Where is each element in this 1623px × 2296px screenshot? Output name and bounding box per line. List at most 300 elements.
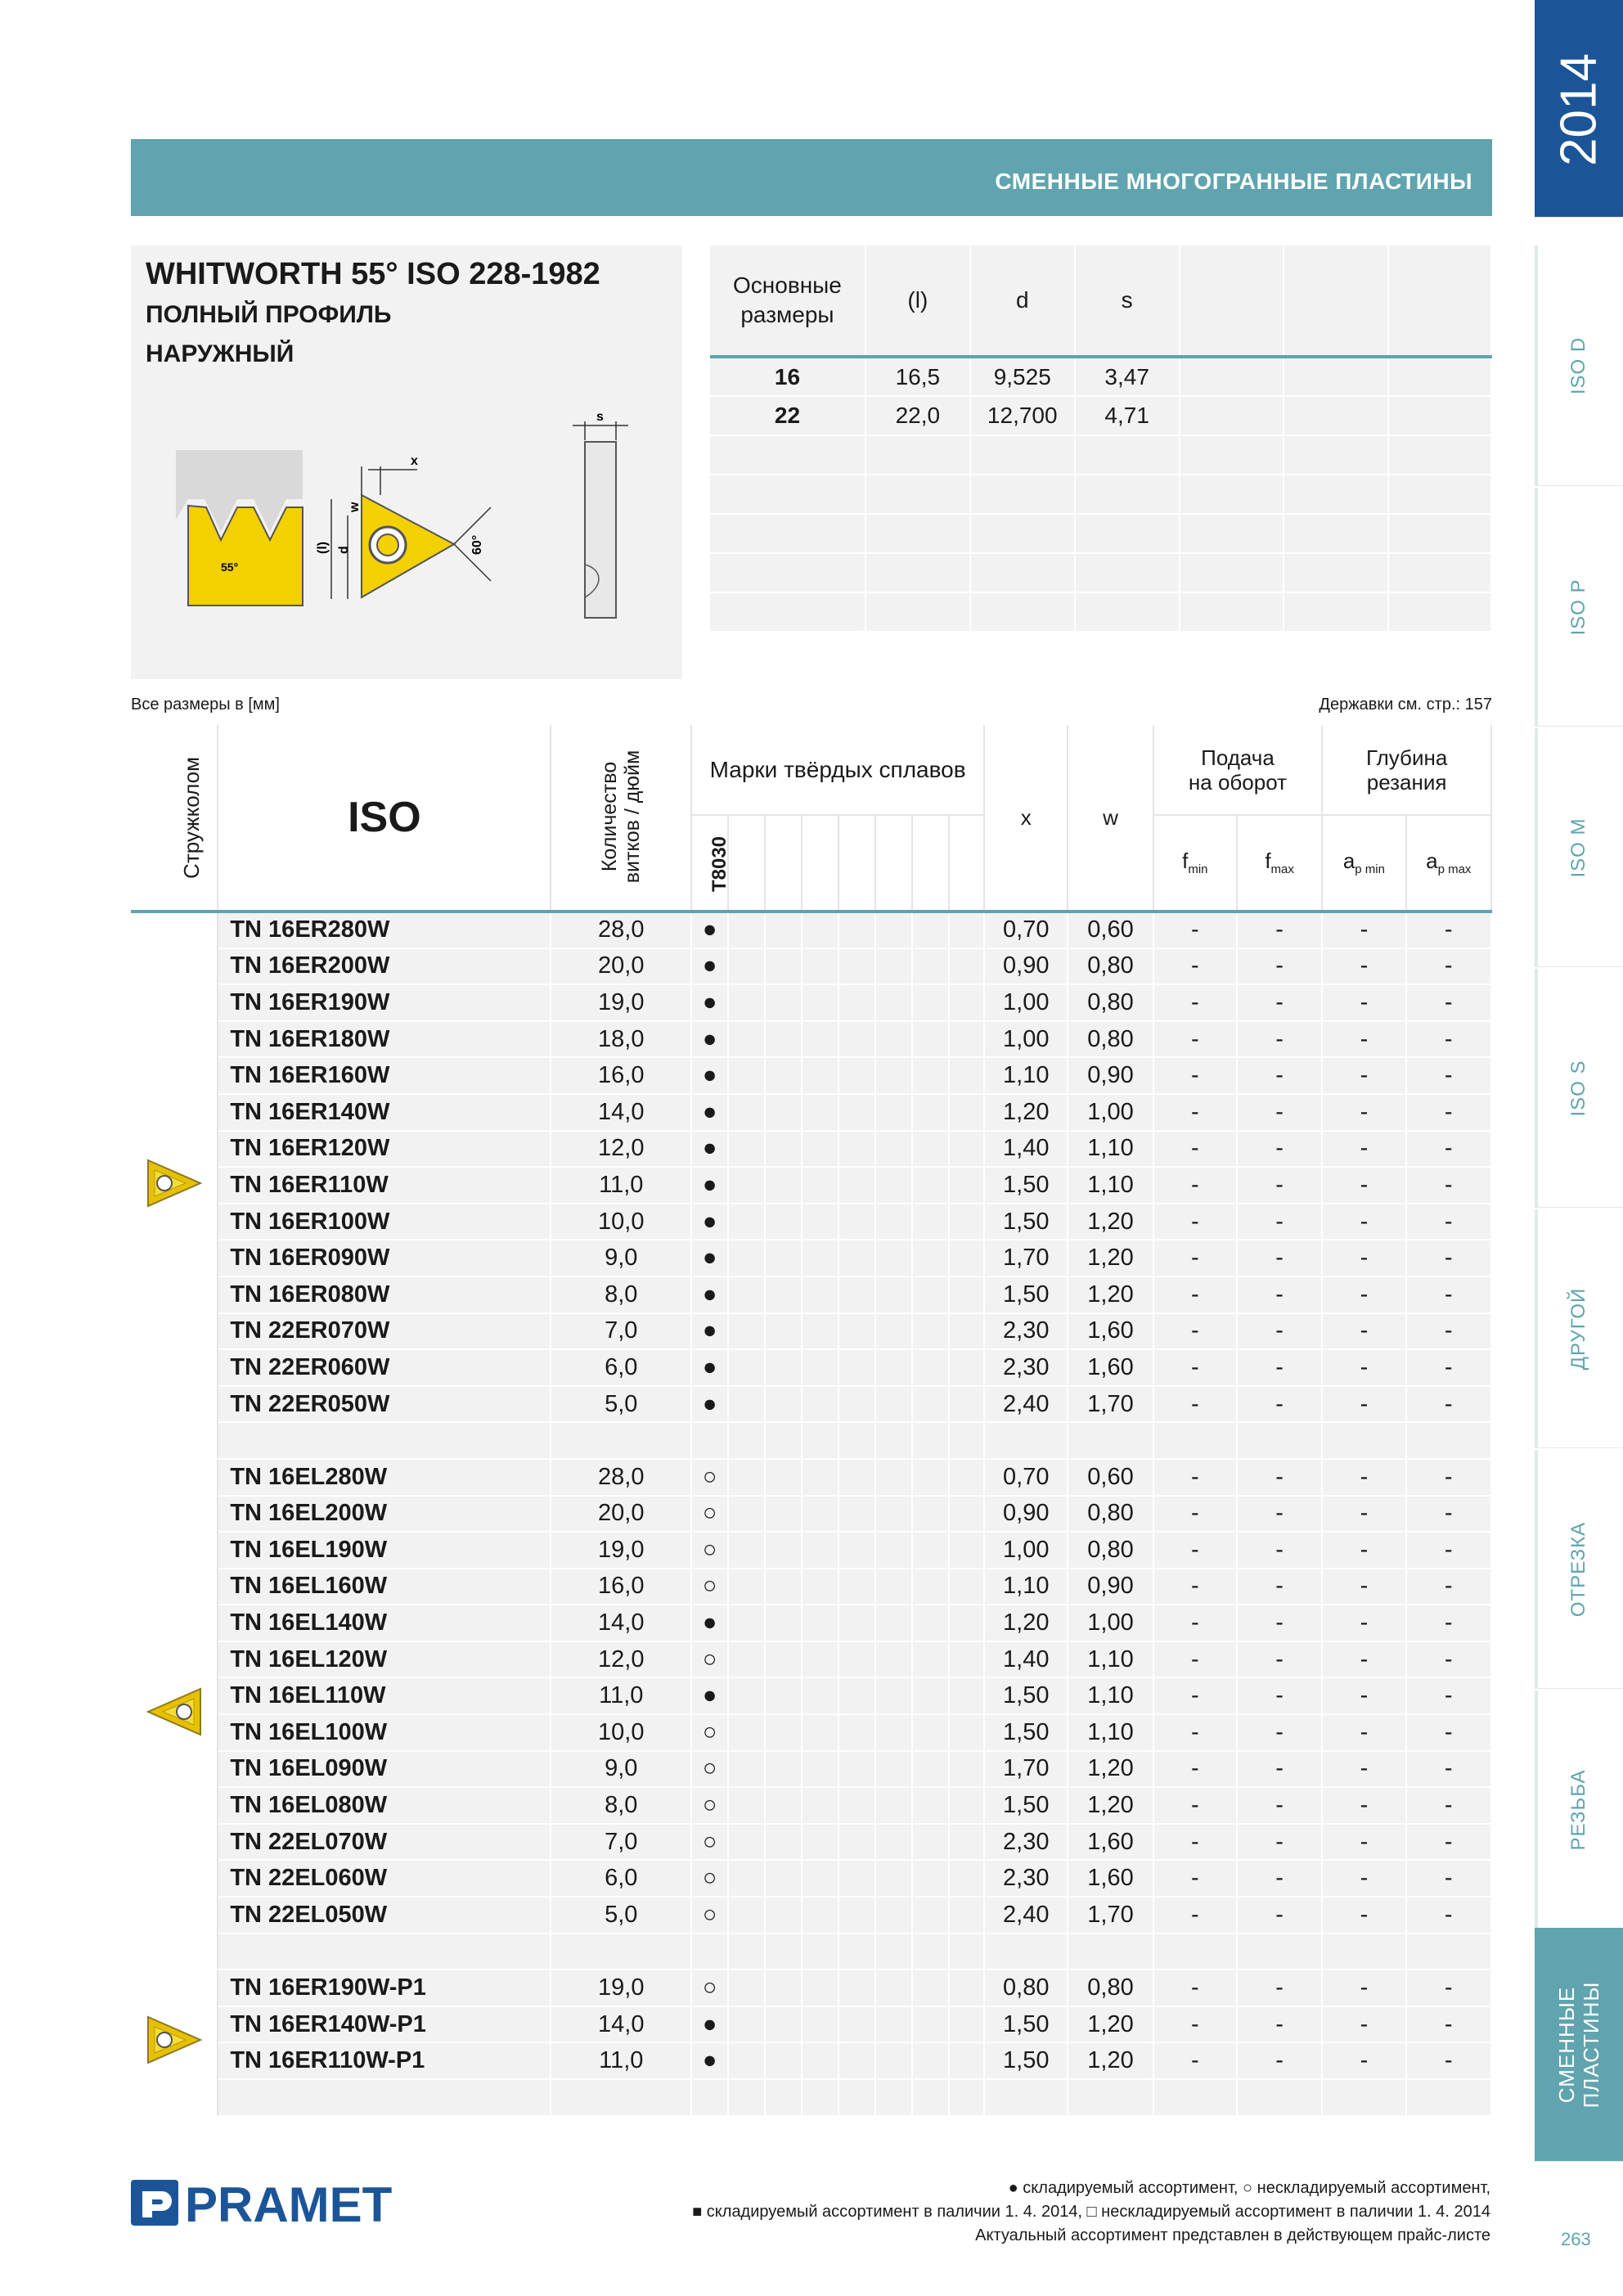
w-cell: 1,20 [1068,1204,1153,1240]
grade-empty-cell [949,1094,984,1131]
grade-empty-cell [728,1459,765,1496]
dimension-header-row [710,245,1491,357]
grade-empty-cell [949,1313,984,1350]
tab-threading[interactable] [1535,1690,1623,1929]
x-cell: 0,70 [984,1459,1068,1496]
tpi-cell: 9,0 [551,1240,691,1276]
fmax-cell: - [1237,1057,1322,1094]
grade-t8030-cell: ● [691,1605,728,1641]
tab-iso-m[interactable] [1535,728,1623,967]
grade-empty-cell [802,1313,838,1350]
grade-empty-cell [949,1204,984,1240]
grade-empty-cell [765,1714,802,1751]
grade-empty-cell [728,1897,765,1934]
grade-empty-cell [912,1897,949,1934]
d-cell: 12,700 [970,396,1075,435]
dimension-row-empty [710,553,1491,592]
fmax-cell: - [1237,1714,1322,1751]
thread-profile-shape [188,506,303,606]
table-row [131,984,1491,1021]
grade-empty-cell [875,1751,912,1788]
grade-t8030-cell: ● [691,984,728,1021]
header-empty [1284,245,1388,357]
iso-code[interactable]: TN 16ER280W [218,912,551,948]
apmax-cell: - [1406,1131,1491,1168]
grade-empty-cell [802,1677,838,1714]
grade-t8030-cell: ● [691,912,728,948]
fmin-cell: - [1153,948,1237,985]
tab-other[interactable] [1535,1209,1623,1448]
grade-empty-cell [765,1349,802,1386]
grade-empty-cell [802,2006,838,2043]
w-cell: 0,80 [1068,948,1153,985]
grade-empty-cell [912,1459,949,1496]
iso-code[interactable]: TN 16ER110W [218,1167,551,1204]
tab-label-line1: СМЕННЫЕ [1554,1986,1579,2104]
grade-empty-cell [875,1094,912,1131]
grade-t8030-cell: ○ [691,1641,728,1678]
grade-empty-cell [838,1787,875,1824]
iso-code[interactable]: TN 16EL100W [218,1714,551,1751]
tab-inserts-active[interactable] [1535,1928,1623,2162]
tpi-cell: 9,0 [551,1751,691,1788]
grade-empty-cell [912,948,949,985]
dim-label-l: (l) [316,541,330,554]
iso-code[interactable]: TN 16EL200W [218,1496,551,1533]
iso-code[interactable]: TN 22EL060W [218,1860,551,1897]
iso-code[interactable]: TN 16EL160W [218,1569,551,1605]
apmin-cell: - [1322,2042,1405,2079]
iso-code[interactable]: TN 16ER080W [218,1276,551,1313]
grade-empty-cell [875,1240,912,1276]
header-grade-empty [949,815,984,912]
tab-divider [1535,728,1538,966]
spacer-cell [912,1934,949,1970]
apmax-cell: - [1406,1204,1491,1240]
iso-code[interactable]: TN 16ER190W-P1 [218,1970,551,2006]
apmax-cell: - [1406,2042,1491,2079]
grade-empty-cell [912,1131,949,1168]
insert-chipbreaker-icon [142,1682,207,1740]
insert-profile-drawing [172,409,671,655]
header-sub: min [1188,862,1208,877]
header-iso: ISO [218,725,551,912]
grade-empty-cell [875,2042,912,2079]
w-cell: 0,60 [1068,912,1153,948]
x-cell: 1,50 [984,1714,1068,1751]
dimension-row [710,396,1491,435]
grade-empty-cell [765,1167,802,1204]
x-cell: 1,50 [984,1787,1068,1824]
tab-iso-p[interactable] [1535,488,1623,727]
tab-iso-s[interactable] [1535,969,1623,1208]
fmax-cell: - [1237,1459,1322,1496]
iso-code[interactable]: TN 16ER140W-P1 [218,2006,551,2043]
grade-empty-cell [949,1021,984,1058]
dimension-row-empty [710,514,1491,553]
apmin-cell: - [1322,912,1405,948]
grade-empty-cell [875,1131,912,1168]
empty-cell [1388,357,1491,396]
w-cell: 0,80 [1068,1970,1153,2006]
table-row [131,1787,1491,1824]
iso-code[interactable]: TN 22ER060W [218,1349,551,1386]
header-line: резания [1366,769,1447,795]
iso-code[interactable]: TN 16ER160W [218,1057,551,1094]
spacer-cell [949,1422,984,1459]
apmax-cell: - [1406,984,1491,1021]
apmin-cell: - [1322,1459,1405,1496]
fmin-cell: - [1153,1714,1237,1751]
fmax-cell: - [1237,1386,1322,1423]
tab-divider [1535,1690,1538,1929]
fmax-cell: - [1237,1677,1322,1714]
grade-empty-cell [838,1677,875,1714]
grade-empty-cell [802,1349,838,1386]
grade-empty-cell [912,1569,949,1605]
chipbreaker-image-cell [131,1970,218,2115]
tpi-cell: 11,0 [551,1167,691,1204]
w-cell: 1,10 [1068,1714,1153,1751]
grade-empty-cell [949,1751,984,1788]
insert-hole-inner-shape [377,534,398,556]
apmin-cell: - [1322,1824,1405,1861]
iso-code[interactable]: TN 16ER180W [218,1021,551,1058]
grade-t8030-cell: ● [691,1677,728,1714]
grade-empty-cell [875,984,912,1021]
w-cell: 1,20 [1068,1787,1153,1824]
apmin-cell: - [1322,1021,1405,1058]
header-fmin [1153,815,1237,912]
grade-empty-cell [765,1386,802,1423]
size-cell: 22 [710,396,865,435]
tpi-cell: 14,0 [551,1094,691,1131]
w-cell: 1,10 [1068,1131,1153,1168]
grade-empty-cell [802,1167,838,1204]
header-sub: max [1270,862,1294,877]
grade-empty-cell [838,1131,875,1168]
spacer-cell [1153,1934,1237,1970]
iso-code[interactable]: TN 16EL080W [218,1787,551,1824]
grade-empty-cell [875,1021,912,1058]
iso-code[interactable]: TN 22ER070W [218,1313,551,1350]
w-cell: 1,00 [1068,1605,1153,1641]
grade-empty-cell [912,1641,949,1678]
apmax-cell: - [1406,1167,1491,1204]
spacer-cell [691,1422,728,1459]
table-row [131,1970,1491,2006]
iso-code[interactable]: TN 16ER200W [218,948,551,985]
fmin-cell: - [1153,1313,1237,1350]
holders-reference[interactable]: Державки см. стр.: 157 [1319,696,1492,714]
grade-t8030-cell: ● [691,1313,728,1350]
header-a: a [1426,849,1438,874]
product-title: WHITWORTH 55° ISO 228-1982 [146,257,600,291]
grade-empty-cell [838,948,875,985]
apmin-cell: - [1322,1641,1405,1678]
chipbreaker-image-cell [131,1459,218,1970]
apmin-cell: - [1322,1131,1405,1168]
grade-empty-cell [949,1569,984,1605]
x-cell: 1,20 [984,1094,1068,1131]
header-feed [1153,725,1323,815]
grade-empty-cell [949,1677,984,1714]
apmax-cell: - [1406,1021,1491,1058]
header-l: (l) [865,245,970,357]
apmin-cell: - [1322,1860,1405,1897]
grade-empty-cell [728,1313,765,1350]
header-grade-t8030 [691,815,731,912]
header-sub: p max [1437,862,1472,877]
table-row [131,1240,1491,1276]
table-row [131,1569,1491,1605]
apmax-cell: - [1406,1605,1491,1641]
apmin-cell: - [1322,1313,1405,1350]
grade-t8030-cell: ● [691,1204,728,1240]
fmax-cell: - [1237,2006,1322,2043]
w-cell: 0,60 [1068,1459,1153,1496]
x-cell: 2,40 [984,1386,1068,1423]
apmax-cell: - [1406,1714,1491,1751]
apmax-cell: - [1406,1569,1491,1605]
grade-empty-cell [802,1824,838,1861]
spacer-cell [1406,1934,1491,1970]
iso-code[interactable]: TN 22EL050W [218,1897,551,1934]
spacer-cell [984,2079,1068,2116]
fmin-cell: - [1153,1057,1237,1094]
apmin-cell: - [1322,1057,1405,1094]
apmin-cell: - [1322,1751,1405,1788]
w-cell: 1,20 [1068,1751,1153,1788]
grade-empty-cell [912,1496,949,1533]
grade-empty-cell [912,1751,949,1788]
header-grade-empty [875,815,912,912]
spacer-cell [1237,1934,1322,1970]
apmin-cell: - [1322,1970,1405,2006]
iso-code[interactable]: TN 16ER140W [218,1094,551,1131]
w-cell: 0,80 [1068,1496,1153,1533]
header-empty [1180,245,1284,357]
grade-empty-cell [838,1532,875,1569]
grade-empty-cell [765,1897,802,1934]
fmin-cell: - [1153,1970,1237,2006]
iso-code[interactable]: TN 16EL280W [218,1459,551,1496]
grade-t8030-cell: ○ [691,1860,728,1897]
spacer-cell [912,2079,949,2116]
grade-empty-cell [765,1057,802,1094]
header-line: на оборот [1188,769,1288,795]
spacer-cell [691,1934,728,1970]
apmax-cell: - [1406,912,1491,948]
w-cell: 1,70 [1068,1897,1153,1934]
tpi-cell: 11,0 [551,1677,691,1714]
iso-code[interactable]: TN 16EL120W [218,1641,551,1678]
iso-code[interactable]: TN 16ER090W [218,1240,551,1276]
iso-code[interactable]: TN 16EL140W [218,1605,551,1641]
empty-cell [1180,357,1284,396]
grade-empty-cell [875,1532,912,1569]
iso-code[interactable]: TN 16EL110W [218,1677,551,1714]
group-spacer-row [131,1422,1491,1459]
grade-empty-cell [838,1021,875,1058]
table-row [131,1459,1491,1496]
units-note: Все размеры в [мм] [131,696,280,714]
grade-empty-cell [875,948,912,985]
grade-empty-cell [765,1569,802,1605]
grade-empty-cell [912,1860,949,1897]
tab-label-line2: ПЛАСТИНЫ [1579,1981,1603,2109]
tpi-cell: 8,0 [551,1787,691,1824]
x-cell: 1,00 [984,1532,1068,1569]
s-cell: 4,71 [1075,396,1180,435]
grade-empty-cell [875,1204,912,1240]
grade-empty-cell [802,1240,838,1276]
legend-line: Актуальный ассортимент представлен в действующем прайс-листе [975,2226,1490,2244]
fmin-cell: - [1153,1021,1237,1058]
header-f: f [1265,849,1271,874]
spacer-cell [912,1422,949,1459]
x-cell: 2,30 [984,1313,1068,1350]
fmax-cell: - [1237,1349,1322,1386]
tab-label: ISO S [1567,1060,1589,1117]
grade-t8030-cell: ○ [691,1970,728,2006]
iso-code[interactable]: TN 16EL090W [218,1751,551,1788]
tpi-cell: 12,0 [551,1131,691,1168]
tab-year [1535,0,1623,218]
product-title-card [131,245,682,679]
grade-empty-cell [875,1860,912,1897]
grade-empty-cell [838,1641,875,1678]
spacer-cell [875,2079,912,2116]
fmin-cell: - [1153,1349,1237,1386]
grade-empty-cell [838,1751,875,1788]
grade-empty-cell [912,1824,949,1861]
grade-empty-cell [728,1386,765,1423]
fmax-cell: - [1237,1970,1322,2006]
dim-label-s: s [596,410,604,424]
grade-empty-cell [838,1714,875,1751]
apmax-cell: - [1406,1349,1491,1386]
grade-empty-cell [728,1714,765,1751]
iso-code[interactable]: TN 22ER050W [218,1386,551,1423]
apmax-cell: - [1406,1824,1491,1861]
w-cell: 1,60 [1068,1313,1153,1350]
grade-empty-cell [765,1824,802,1861]
grade-empty-cell [802,1787,838,1824]
table-row [131,2006,1491,2043]
spacer-cell [802,1934,838,1970]
l-cell: 16,5 [865,357,970,396]
grade-empty-cell [728,1532,765,1569]
spacer-cell [875,1422,912,1459]
grade-empty-cell [875,1057,912,1094]
empty-cell [1284,396,1388,435]
grade-empty-cell [875,1714,912,1751]
tpi-cell: 28,0 [551,1459,691,1496]
apmin-cell: - [1322,984,1405,1021]
grade-empty-cell [728,1605,765,1641]
tab-divider [1535,969,1538,1207]
tpi-cell: 28,0 [551,912,691,948]
grade-empty-cell [765,1094,802,1131]
tpi-cell: 16,0 [551,1569,691,1605]
iso-code[interactable]: TN 16ER110W-P1 [218,2042,551,2079]
tpi-cell: 14,0 [551,1605,691,1641]
iso-code[interactable]: TN 16ER100W [218,1204,551,1240]
grade-empty-cell [838,1240,875,1276]
grade-empty-cell [802,1021,838,1058]
grade-empty-cell [838,1860,875,1897]
header-grade-empty [838,815,875,912]
iso-code[interactable]: TN 22EL070W [218,1824,551,1861]
spacer-cell [1068,1422,1153,1459]
grade-empty-cell [765,912,802,948]
grade-empty-cell [765,1532,802,1569]
grade-t8030-cell: ○ [691,1824,728,1861]
s-cell: 3,47 [1075,357,1180,396]
legend-line: ● складируемый ассортимент, ○ нескладируемый ассортимент, [1008,2179,1490,2197]
apmax-cell: - [1406,1057,1491,1094]
table-row [131,1276,1491,1313]
tab-parting[interactable] [1535,1450,1623,1689]
grade-t8030-cell: ○ [691,1714,728,1751]
grade-empty-cell [949,1787,984,1824]
header-chipbreaker [131,725,218,912]
w-cell: 1,60 [1068,1860,1153,1897]
grade-empty-cell [875,1605,912,1641]
x-cell: 0,90 [984,1496,1068,1533]
iso-code[interactable]: TN 16ER190W [218,984,551,1021]
table-row [131,1824,1491,1861]
header-grade-text: T8030 [708,835,731,893]
spacer-cell [1406,2079,1491,2116]
fmin-cell: - [1153,912,1237,948]
apmax-cell: - [1406,1751,1491,1788]
grade-t8030-cell: ● [691,1386,728,1423]
empty-cell [1284,357,1388,396]
iso-code[interactable]: TN 16ER120W [218,1131,551,1168]
iso-code[interactable]: TN 16EL190W [218,1532,551,1569]
grade-empty-cell [728,984,765,1021]
grade-empty-cell [802,1970,838,2006]
header-line: размеры [740,302,834,327]
apmin-cell: - [1322,1677,1405,1714]
section-header-band [131,139,1492,216]
fmax-cell: - [1237,1897,1322,1934]
x-cell: 0,90 [984,948,1068,985]
grade-t8030-cell: ○ [691,1496,728,1533]
grade-empty-cell [765,2006,802,2043]
grade-empty-cell [912,1313,949,1350]
grade-empty-cell [802,1641,838,1678]
tab-divider [1535,1450,1538,1688]
x-cell: 2,40 [984,1897,1068,1934]
header-grade-empty [912,815,949,912]
grade-empty-cell [949,984,984,1021]
table-row [131,1496,1491,1533]
grade-empty-cell [728,1787,765,1824]
tab-label: РЕЗЬБА [1567,1769,1589,1851]
x-cell: 0,70 [984,912,1068,948]
grade-empty-cell [765,1605,802,1641]
x-cell: 2,30 [984,1349,1068,1386]
spacer-cell [838,2079,875,2116]
grade-empty-cell [912,1677,949,1714]
apmin-cell: - [1322,1386,1405,1423]
year-label: 2014 [1550,53,1607,166]
grade-t8030-cell: ○ [691,1751,728,1788]
tab-iso-d[interactable] [1535,245,1623,486]
